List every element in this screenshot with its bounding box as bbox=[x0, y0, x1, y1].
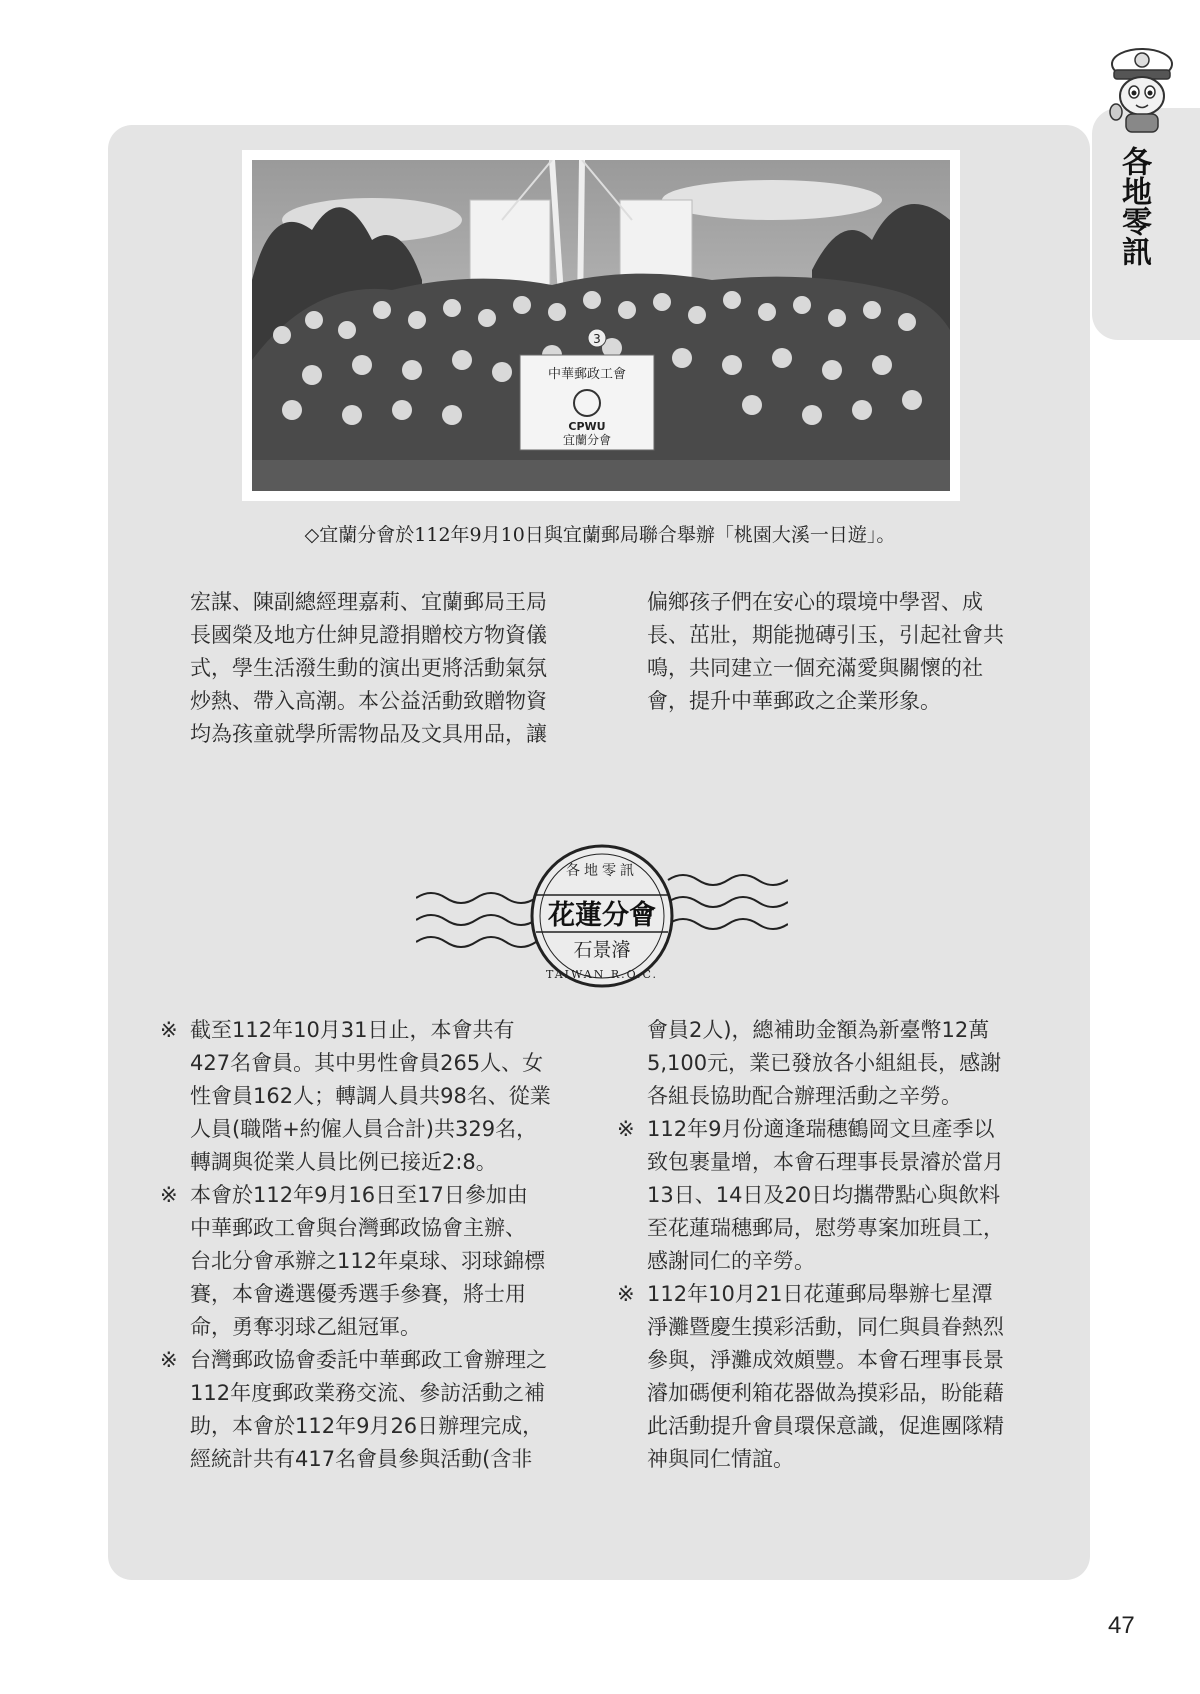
intro-right-line: 會，提升中華郵政之企業形象。 bbox=[647, 689, 941, 713]
bullet-line: 112年度郵政業務交流、參訪活動之補 bbox=[190, 1381, 546, 1405]
continuation-block bbox=[617, 1014, 1032, 1113]
intro-left-line: 長國榮及地方仕紳見證捐贈校方物資儀 bbox=[190, 623, 547, 647]
section-tab-label: 各地零訊 bbox=[1116, 146, 1151, 266]
bullet-line: 此活動提升會員環保意識，促進團隊精 bbox=[647, 1414, 1004, 1438]
bullet-line: 112年9月份適逢瑞穗鶴岡文旦產季以 bbox=[647, 1117, 995, 1141]
bullet-line: 參與，淨灘成效頗豐。本會石理事長景 bbox=[647, 1348, 1004, 1372]
banner-subtitle: CPWU bbox=[568, 420, 606, 433]
intro-left-column bbox=[190, 586, 575, 751]
bullet-line: 性會員162人；轉調人員共98名、從業 bbox=[190, 1084, 551, 1108]
bullet-item bbox=[617, 1113, 1032, 1278]
bullet-item bbox=[160, 1179, 575, 1344]
bullet-line: 淨灘暨慶生摸彩活動，同仁與員眷熱烈 bbox=[647, 1315, 1004, 1339]
postmark-author: 石景濬 bbox=[573, 939, 631, 961]
bullet-line: 至花蓮瑞穗郵局，慰勞專案加班員工， bbox=[647, 1216, 1004, 1240]
intro-right-line: 長、茁壯，期能拋磚引玉，引起社會共 bbox=[647, 623, 1004, 647]
bullet-line: 台北分會承辦之112年桌球、羽球錦標 bbox=[190, 1249, 546, 1273]
bullet-line: 人員(職階+約僱人員合計)共329名， bbox=[190, 1117, 538, 1141]
bullet-line: 賽，本會遴選優秀選手參賽，將士用 bbox=[190, 1282, 526, 1306]
bullet-mark: ※ bbox=[160, 1183, 178, 1207]
page-number: 47 bbox=[1108, 1612, 1135, 1639]
intro-right-column bbox=[647, 586, 1032, 718]
banner-branch: 宜蘭分會 bbox=[562, 433, 612, 447]
continuation-line: 各組長協助配合辦理活動之辛勞。 bbox=[647, 1084, 962, 1108]
bullet-item bbox=[160, 1344, 575, 1476]
bullet-line: 轉調與從業人員比例已接近2:8。 bbox=[190, 1150, 497, 1174]
number-sign: 3 bbox=[593, 332, 601, 346]
postmark-top-text: 各地零訊 bbox=[566, 863, 638, 879]
intro-right-line: 偏鄉孩子們在安心的環境中學習、成 bbox=[647, 590, 983, 614]
bullet-line: 112年10月21日花蓮郵局舉辦七星潭 bbox=[647, 1282, 993, 1306]
bullet-line: 427名會員。其中男性會員265人、女 bbox=[190, 1051, 544, 1075]
bullet-line: 本會於112年9月16日至17日參加由 bbox=[190, 1183, 528, 1207]
bullet-line: 致包裹量增，本會石理事長景濬於當月 bbox=[647, 1150, 1004, 1174]
bullet-mark: ※ bbox=[617, 1117, 635, 1141]
bullet-line: 截至112年10月31日止，本會共有 bbox=[190, 1018, 515, 1042]
bullet-line: 13日、14日及20日均攜帶點心與飲料 bbox=[647, 1183, 1001, 1207]
wave-lines-right bbox=[668, 875, 788, 929]
intro-left-line: 炒熱、帶入高潮。本公益活動致贈物資 bbox=[190, 689, 547, 713]
branch-postmark bbox=[416, 840, 788, 992]
continuation-line: 5,100元，業已發放各小組組長，感謝 bbox=[647, 1051, 1002, 1075]
postmark-bottom-text: TAIWAN R.O.C. bbox=[545, 968, 659, 981]
banner-title: 中華郵政工會 bbox=[547, 367, 627, 382]
bullet-mark: ※ bbox=[160, 1018, 178, 1042]
postmark-branch-name: 花蓮分會 bbox=[548, 900, 656, 931]
wave-lines-left bbox=[416, 893, 536, 947]
photo-caption: ◇宜蘭分會於112年9月10日與宜蘭郵局聯合舉辦「桃園大溪一日遊」。 bbox=[304, 524, 896, 546]
intro-left-line: 式，學生活潑生動的演出更將活動氣氛 bbox=[190, 656, 547, 680]
bullet-line: 感謝同仁的辛勞。 bbox=[647, 1249, 815, 1273]
mascot-icon bbox=[1100, 42, 1184, 134]
section-right-column bbox=[617, 1014, 1032, 1476]
bullet-line: 命，勇奪羽球乙組冠軍。 bbox=[190, 1315, 421, 1339]
bullet-item bbox=[160, 1014, 575, 1179]
bullet-line: 神與同仁情誼。 bbox=[647, 1447, 794, 1471]
bullet-line: 經統計共有417名會員參與活動(含非 bbox=[190, 1447, 533, 1471]
bullet-mark: ※ bbox=[617, 1282, 635, 1306]
bullet-line: 台灣郵政協會委託中華郵政工會辦理之 bbox=[190, 1348, 547, 1372]
intro-right-line: 鳴，共同建立一個充滿愛與關懷的社 bbox=[647, 656, 983, 680]
section-left-column bbox=[160, 1014, 575, 1476]
bullet-mark: ※ bbox=[160, 1348, 178, 1372]
bullet-line: 中華郵政工會與台灣郵政協會主辦、 bbox=[190, 1216, 526, 1240]
photo-frame bbox=[242, 150, 960, 501]
intro-left-line: 宏謀、陳副總經理嘉莉、宜蘭郵局王局 bbox=[190, 590, 547, 614]
bullet-line: 濬加碼便利箱花器做為摸彩品，盼能藉 bbox=[647, 1381, 1004, 1405]
group-photo bbox=[252, 160, 950, 491]
continuation-line: 會員2人)，總補助金額為新臺幣12萬 bbox=[647, 1018, 990, 1042]
bullet-item bbox=[617, 1278, 1032, 1476]
intro-left-line: 均為孩童就學所需物品及文具用品，讓 bbox=[190, 722, 547, 746]
bullet-line: 助，本會於112年9月26日辦理完成， bbox=[190, 1414, 544, 1438]
